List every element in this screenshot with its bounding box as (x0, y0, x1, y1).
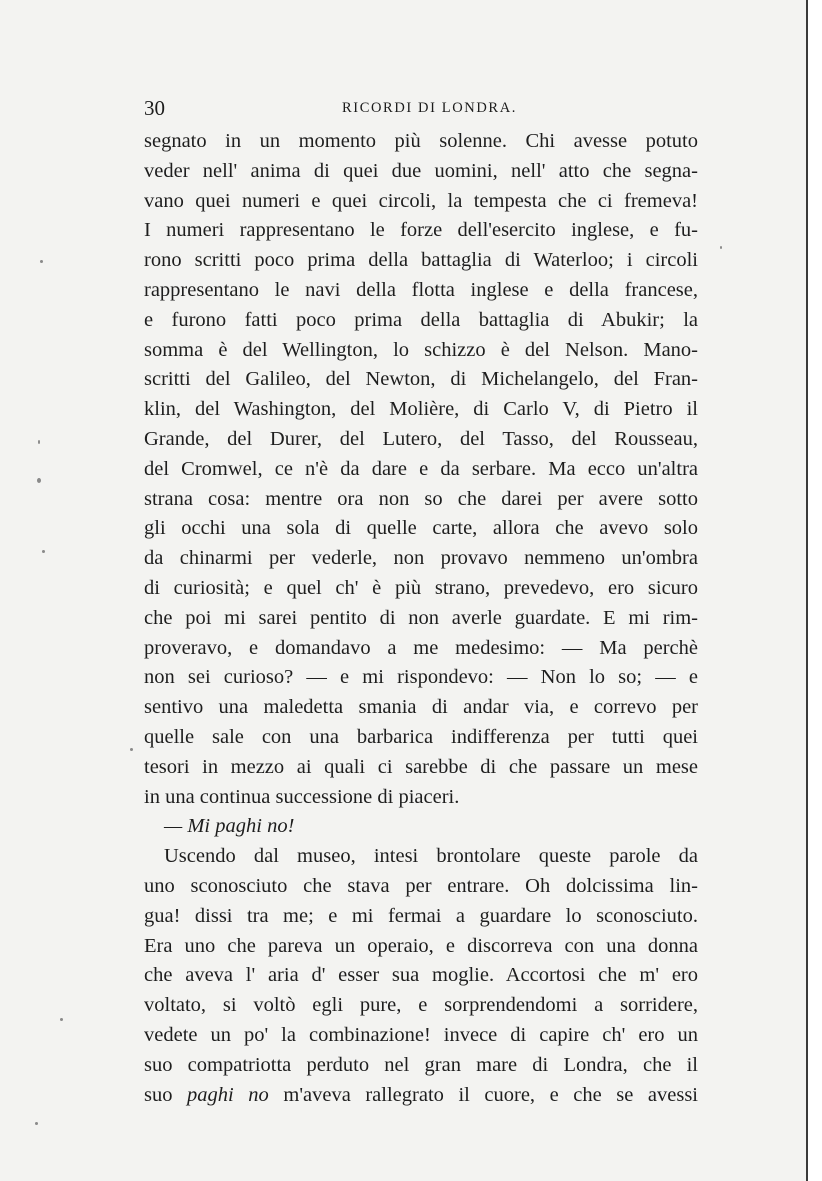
paper-speck (130, 748, 133, 751)
paragraph-start-line: Uscendo dal museo, intesi brontolare queste parole da (164, 845, 698, 868)
text-line: che aveva l' aria d' esser sua moglie. Accortosi che m' ero (144, 964, 698, 987)
line-text-before: suo (144, 1083, 188, 1106)
page-number: 30 (144, 96, 165, 120)
paper-speck (60, 1018, 63, 1021)
text-line: uno sconosciuto che stava per entrare. Oh dolcissima lin- (144, 874, 698, 897)
text-line: veder nell' anima di quei due uomini, nell' atto che segna- (144, 159, 698, 182)
text-line: sentivo una maledetta smania di andar via, e correvo per (144, 696, 698, 719)
body-text (144, 127, 698, 1110)
text-line: strana cosa: mentre ora non so che darei per avere sotto (144, 487, 698, 510)
running-head: RICORDI DI LONDRA. (342, 100, 518, 116)
text-line: rappresentano le navi della flotta inglese e della francese, (144, 278, 698, 301)
paper-speck (35, 1122, 38, 1125)
text-line: rono scritti poco prima della battaglia di Waterloo; i circoli (144, 249, 698, 272)
text-line: tesori in mezzo ai quali ci sarebbe di che passare un mese (144, 755, 698, 778)
text-line: segnato in un momento più solenne. Chi avesse potuto (144, 130, 698, 152)
text-line: quelle sale con una barbarica indifferenza per tutti quei (144, 725, 698, 748)
paper-speck (38, 440, 40, 444)
text-line: klin, del Washington, del Molière, di Carlo V, di Pietro il (144, 398, 698, 421)
paper-speck (37, 478, 41, 483)
paper-speck (720, 246, 722, 249)
italic-phrase: paghi no (187, 1083, 269, 1106)
text-line: vedete un po' la combinazione! invece di capire ch' ero un (144, 1023, 698, 1046)
text-line: I numeri rappresentano le forze dell'esercito inglese, e fu- (144, 219, 698, 242)
text-line: che poi mi sarei pentito di non averle guardate. E mi rim- (144, 606, 698, 629)
text-line: proveravo, e domandavo a me medesimo: — Ma perchè (144, 636, 698, 659)
text-line: da chinarmi per vederle, non provavo nemmeno un'ombra (144, 547, 698, 570)
text-line: vano quei numeri e quei circoli, la tempesta che ci fremeva! (144, 189, 698, 212)
text-line-mixed (144, 1081, 698, 1111)
text-line: non sei curioso? — e mi rispondevo: — Non lo so; — e (144, 666, 698, 689)
italic-quote-line: — Mi paghi no! (164, 815, 295, 838)
text-line: Grande, del Durer, del Lutero, del Tasso, del Rousseau, (144, 427, 698, 450)
text-line: e furono fatti poco prima della battaglia di Abukir; la (144, 308, 698, 331)
text-line: suo compatriotta perduto nel gran mare di Londra, che il (144, 1053, 698, 1076)
text-line: del Cromwel, ce n'è da dare e da serbare. Ma ecco un'altra (144, 457, 698, 480)
line-text-after: m'aveva rallegrato il cuore, e che se avessi (268, 1083, 698, 1106)
paragraph-end-line: in una continua successione di piaceri. (144, 785, 460, 808)
paper-speck (40, 260, 43, 263)
text-line: scritti del Galileo, del Newton, di Michelangelo, del Fran- (144, 368, 698, 391)
page-edge (806, 0, 822, 1181)
text-line: gua! dissi tra me; e mi fermai a guardare lo sconosciuto. (144, 904, 698, 927)
text-line: voltato, si voltò egli pure, e sorprendendomi a sorridere, (144, 994, 698, 1017)
text-line: somma è del Wellington, lo schizzo è del Nelson. Mano- (144, 338, 698, 361)
page-header (144, 96, 698, 126)
text-line: di curiosità; e quel ch' è più strano, prevedevo, ero sicuro (144, 576, 698, 599)
text-line: Era uno che pareva un operaio, e discorreva con una donna (144, 934, 698, 957)
text-line: gli occhi una sola di quelle carte, allora che avevo solo (144, 517, 698, 540)
paper-speck (42, 550, 45, 553)
